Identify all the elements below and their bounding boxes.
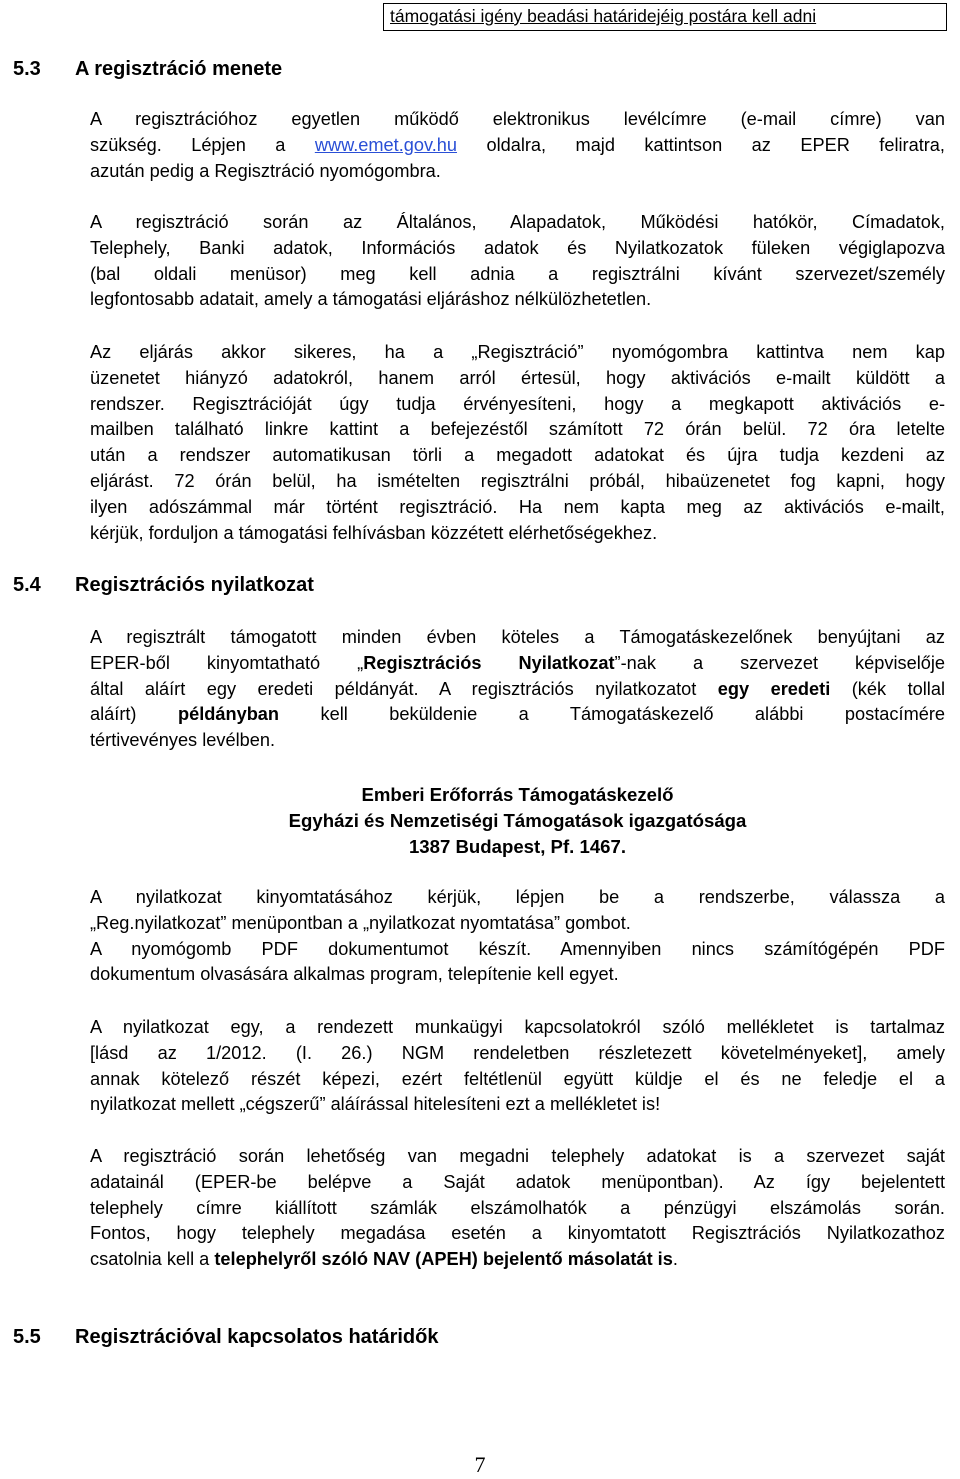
address-line: 1387 Budapest, Pf. 1467. xyxy=(408,836,627,857)
text-line: telephely címre kiállított számlák elszámolhatók a pénzügyi elszámolás során. xyxy=(90,1197,945,1218)
text-line: [lásd az 1/2012. (I. 26.) NGM rendeletben részletezett követelményeket], amely xyxy=(90,1042,945,1063)
text-line: ilyen adószámmal már történt regisztráció. Ha nem kapta meg az aktivációs e-mailt, xyxy=(90,496,945,517)
paragraph-registration-tabs xyxy=(90,210,945,313)
text-line: által aláírt egy eredeti példányát. A regisztrációs nyilatkozatot egy eredeti (kék tollal xyxy=(90,678,945,699)
text-line: „Reg.nyilatkozat” menüpontban a „nyilatkozat nyomtatása” gombot. xyxy=(90,912,631,933)
postal-address-block xyxy=(90,782,945,860)
text-line: rendszer. Regisztrációját úgy tudja érvényesíteni, hogy a megkapott aktivációs e- xyxy=(90,393,945,414)
text-line: legfontosabb adatait, amely a támogatási eljáráshoz nélkülözhetetlen. xyxy=(90,289,652,310)
paragraph-activation-email xyxy=(90,340,945,546)
text-line: eljárást. 72 órán belül, ha ismételten regisztrálni próbál, hibaüzenetet fog kapni, hogy xyxy=(90,470,945,491)
text-line: A regisztrált támogatott minden évben köteles a Támogatáskezelőnek benyújtani az xyxy=(90,627,945,647)
page-number: 7 xyxy=(474,1452,486,1477)
paragraph-print-instructions xyxy=(90,885,945,988)
address-line: Egyházi és Nemzetiségi Támogatások igazgatósága xyxy=(288,810,747,831)
text-line: A regisztráció során lehetőség van megadni telephely adatokat is a szervezet saját xyxy=(90,1146,945,1166)
text-line: annak kötelező részét képezi, ezért feltétlenül együtt küldje el és ne feledje el a xyxy=(90,1068,945,1089)
text-line: A nyomógomb PDF dokumentumot készít. Amennyiben nincs számítógépén PDF xyxy=(90,938,945,959)
section-number: 5.3 xyxy=(13,58,41,80)
section-heading-5-4 xyxy=(13,574,314,597)
paragraph-labor-annex xyxy=(90,1015,945,1118)
section-number: 5.4 xyxy=(13,574,41,596)
text-line: kérjük, forduljon a támogatási felhívásban közzétett elérhetőségekhez. xyxy=(90,522,658,543)
text-line: csatolnia kell a telephelyről szóló NAV (APEH) bejelentő másolatát is. xyxy=(90,1249,678,1270)
section-number: 5.5 xyxy=(13,1326,41,1348)
text-line: dokumentum olvasására alkalmas program, telepítenie kell egyet. xyxy=(90,964,619,985)
text-line: A nyilatkozat kinyomtatásához kérjük, lépjen be a rendszerbe, válassza a xyxy=(90,887,945,907)
text-line: A nyilatkozat egy, a rendezett munkaügyi kapcsolatokról szóló mellékletet is tartalmaz xyxy=(90,1017,945,1037)
emet-website-link[interactable]: www.emet.gov.hu xyxy=(314,134,458,155)
text-line: adatainál (EPER-be belépve a Saját adatok menüpontban). Az így bejelentett xyxy=(90,1171,945,1192)
text-line: Az eljárás akkor sikeres, ha a „Regisztráció” nyomógombra kattintva nem kap xyxy=(90,342,945,362)
text-line: aláírt) példányban kell beküldenie a Támogatáskezelő alábbi postacímére xyxy=(90,704,946,725)
section-title: Regisztrációval kapcsolatos határidők xyxy=(75,1326,439,1348)
header-deadline-note: támogatási igény beadási határidejéig postára kell adni xyxy=(390,6,817,26)
text-line: mailben található linkre kattint a befejezéstől számított 72 órán belül. 72 óra letelte xyxy=(90,419,945,440)
section-heading-5-3 xyxy=(13,58,282,81)
text-line: (bal oldali menüsor) meg kell adnia a regisztrálni kívánt szervezet/személy xyxy=(90,263,945,284)
text-line: szükség. Lépjen a www.emet.gov.hu oldalra, majd kattintson az EPER feliratra, xyxy=(90,134,945,155)
text-line: nyilatkozat mellett „cégszerű” aláírással hitelesíteni ezt a mellékletet is! xyxy=(90,1094,661,1115)
paragraph-site-data xyxy=(90,1144,945,1273)
text-line: EPER-ből kinyomtatható „Regisztrációs Nyilatkozat”-nak a szervezet képviselője xyxy=(90,652,946,673)
section-title: Regisztrációs nyilatkozat xyxy=(75,574,314,596)
text-line: üzenetet hiányzó adatokról, hanem arról értesül, hogy aktivációs e-mailt küldött a xyxy=(90,367,945,388)
text-line: Telephely, Banki adatok, Információs adatok és Nyilatkozatok füleken végiglapozva xyxy=(90,237,945,258)
paragraph-declaration-submission xyxy=(90,625,945,754)
text-line: A regisztráció során az Általános, Alapadatok, Működési hatókör, Címadatok, xyxy=(90,212,945,232)
paragraph-registration-email xyxy=(90,107,945,184)
address-line: Emberi Erőforrás Támogatáskezelő xyxy=(361,784,674,805)
text-line: tértivevényes levélben. xyxy=(90,730,276,751)
section-heading-5-5 xyxy=(13,1326,438,1349)
text-line: Fontos, hogy telephely megadása esetén a kinyomtatott Regisztrációs Nyilatkozathoz xyxy=(90,1223,945,1244)
text-line: azután pedig a Regisztráció nyomógombra. xyxy=(90,160,441,181)
section-title: A regisztráció menete xyxy=(75,58,283,80)
text-line: A regisztrációhoz egyetlen működő elektronikus levélcímre (e-mail címre) van xyxy=(90,109,945,129)
text-line: után a rendszer automatikusan törli a megadott adatokat és újra tudja kezdeni az xyxy=(90,445,945,466)
